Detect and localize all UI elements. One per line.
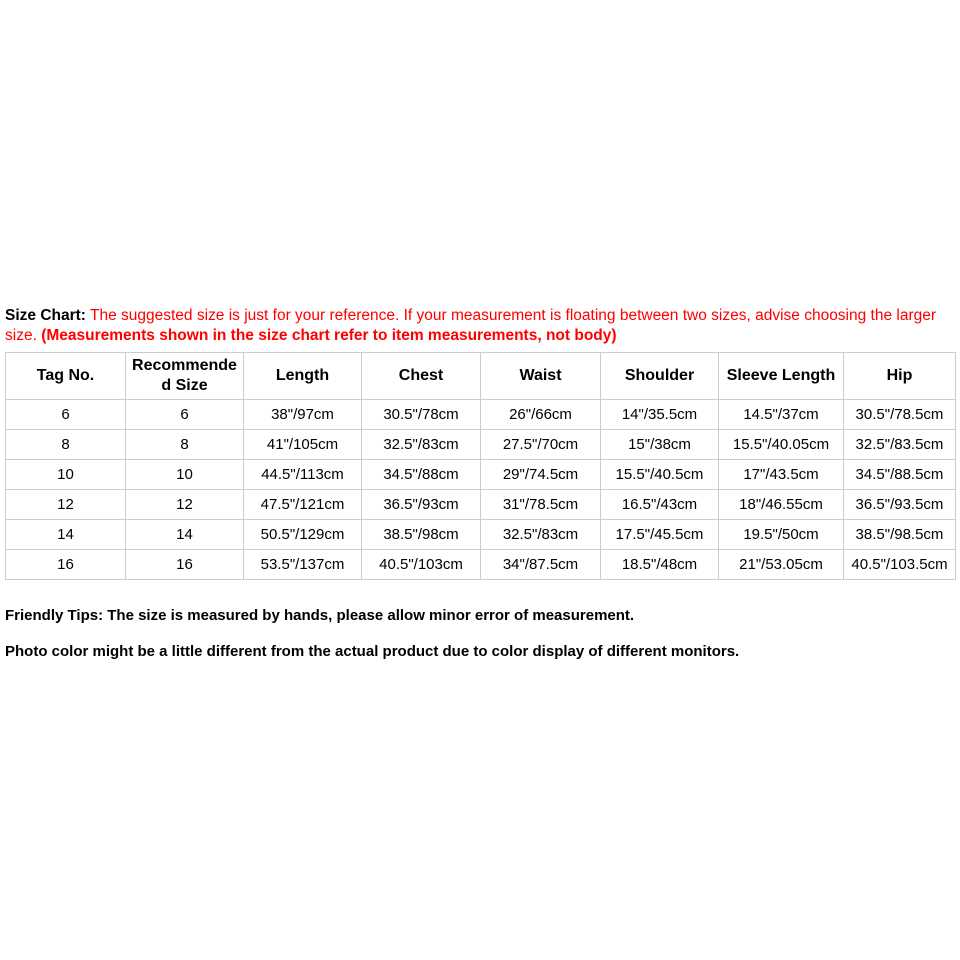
- table-cell-chest: 30.5"/78cm: [362, 400, 481, 430]
- header-cell-length: Length: [244, 353, 362, 400]
- header-cell-recommended-size: Recommended Size: [126, 353, 244, 400]
- table-cell-shoulder: 16.5"/43cm: [601, 490, 719, 520]
- table-cell-recommended-size: 12: [126, 490, 244, 520]
- header-cell-hip: Hip: [844, 353, 956, 400]
- table-cell-tag-no: 10: [6, 460, 126, 490]
- table-cell-recommended-size: 10: [126, 460, 244, 490]
- table-cell-recommended-size: 8: [126, 430, 244, 460]
- header-cell-shoulder: Shoulder: [601, 353, 719, 400]
- header-cell-chest: Chest: [362, 353, 481, 400]
- table-cell-hip: 32.5"/83.5cm: [844, 430, 956, 460]
- intro-emphasis: (Measurements shown in the size chart refer to item measurements, not body): [41, 327, 617, 344]
- table-cell-hip: 30.5"/78.5cm: [844, 400, 956, 430]
- friendly-tips-text: Friendly Tips: The size is measured by hands, please allow minor error of measurement.: [5, 607, 635, 624]
- table-cell-hip: 38.5"/98.5cm: [844, 520, 956, 550]
- table-cell-waist: 32.5"/83cm: [481, 520, 601, 550]
- table-cell-shoulder: 18.5"/48cm: [601, 550, 719, 580]
- table-cell-length: 50.5"/129cm: [244, 520, 362, 550]
- table-cell-chest: 40.5"/103cm: [362, 550, 481, 580]
- table-cell-waist: 27.5"/70cm: [481, 430, 601, 460]
- table-cell-length: 38"/97cm: [244, 400, 362, 430]
- table-cell-shoulder: 14"/35.5cm: [601, 400, 719, 430]
- table-cell-shoulder: 15"/38cm: [601, 430, 719, 460]
- table-cell-sleeve-length: 18"/46.55cm: [719, 490, 844, 520]
- table-row-size-10: [6, 460, 956, 490]
- size-chart-table: [5, 352, 956, 580]
- table-cell-chest: 36.5"/93cm: [362, 490, 481, 520]
- table-cell-sleeve-length: 17"/43.5cm: [719, 460, 844, 490]
- table-cell-length: 47.5"/121cm: [244, 490, 362, 520]
- header-cell-tag-no: Tag No.: [6, 353, 126, 400]
- table-cell-hip: 34.5"/88.5cm: [844, 460, 956, 490]
- table-cell-tag-no: 6: [6, 400, 126, 430]
- table-cell-length: 41"/105cm: [244, 430, 362, 460]
- table-cell-recommended-size: 6: [126, 400, 244, 430]
- table-cell-shoulder: 15.5"/40.5cm: [601, 460, 719, 490]
- size-chart-intro: [5, 306, 956, 346]
- table-cell-tag-no: 16: [6, 550, 126, 580]
- table-row-size-14: [6, 520, 956, 550]
- table-cell-length: 44.5"/113cm: [244, 460, 362, 490]
- table-cell-recommended-size: 16: [126, 550, 244, 580]
- table-row-size-6: [6, 400, 956, 430]
- table-cell-sleeve-length: 15.5"/40.05cm: [719, 430, 844, 460]
- header-cell-waist: Waist: [481, 353, 601, 400]
- table-body: [6, 400, 956, 580]
- intro-note: The suggested size is just for your reference. If your measurement is floating between two sizes, advise choosing the larger size.: [5, 307, 937, 344]
- header-cell-sleeve-length: Sleeve Length: [719, 353, 844, 400]
- table-cell-waist: 34"/87.5cm: [481, 550, 601, 580]
- table-cell-tag-no: 14: [6, 520, 126, 550]
- table-cell-chest: 32.5"/83cm: [362, 430, 481, 460]
- table-cell-chest: 38.5"/98cm: [362, 520, 481, 550]
- table-cell-sleeve-length: 19.5"/50cm: [719, 520, 844, 550]
- table-cell-waist: 31"/78.5cm: [481, 490, 601, 520]
- table-row-size-8: [6, 430, 956, 460]
- table-cell-shoulder: 17.5"/45.5cm: [601, 520, 719, 550]
- table-cell-hip: 40.5"/103.5cm: [844, 550, 956, 580]
- photo-color-note: Photo color might be a little different from the actual product due to color display of different monitors.: [5, 643, 740, 660]
- intro-label: Size Chart:: [5, 307, 86, 324]
- table-cell-length: 53.5"/137cm: [244, 550, 362, 580]
- table-cell-recommended-size: 14: [126, 520, 244, 550]
- table-cell-waist: 29"/74.5cm: [481, 460, 601, 490]
- header-row: [6, 353, 956, 400]
- table-cell-sleeve-length: 14.5"/37cm: [719, 400, 844, 430]
- table-cell-tag-no: 12: [6, 490, 126, 520]
- table-cell-tag-no: 8: [6, 430, 126, 460]
- table-cell-sleeve-length: 21"/53.05cm: [719, 550, 844, 580]
- table-row-size-12: [6, 490, 956, 520]
- table-row-size-16: [6, 550, 956, 580]
- table-cell-hip: 36.5"/93.5cm: [844, 490, 956, 520]
- table-cell-waist: 26"/66cm: [481, 400, 601, 430]
- table-cell-chest: 34.5"/88cm: [362, 460, 481, 490]
